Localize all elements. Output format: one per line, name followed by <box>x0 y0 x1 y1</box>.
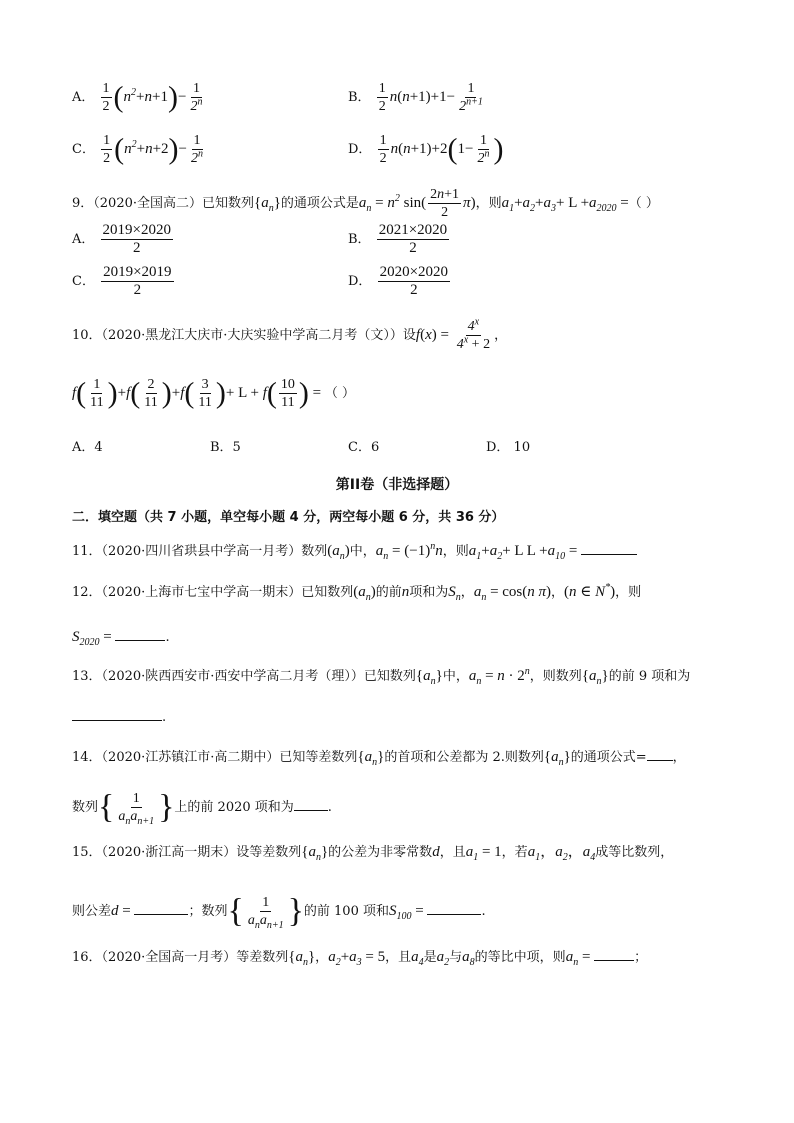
q9-text: ，则 <box>475 195 502 211</box>
q14-seq: $\{a_n\}$ <box>357 749 385 768</box>
q10-option-a: A．4 <box>72 440 103 455</box>
q16-a4: $a_4$ <box>411 949 424 968</box>
q13-formula: $a_n = n \cdot 2^n$ <box>468 666 530 687</box>
q16-text: 与 <box>449 950 463 965</box>
q8-option-b-formula: $\frac{1}{2}$ n(n+1)+1− $\frac{1}{2^{n+1}}$ <box>378 81 483 114</box>
option-label: B． <box>348 89 371 105</box>
q8-option-c-formula: $\frac{1}{2}$ $(n^2+n+2)-$ $\frac{1}{2^n}$ <box>103 132 203 166</box>
q14-seq2: $\{a_n\}$ <box>543 749 571 768</box>
q11-text: ，则 <box>442 544 469 559</box>
q16-text: ， <box>315 950 329 965</box>
q9-text: 的通项公式是 <box>280 195 359 211</box>
q10-option-d: D． 10 <box>486 440 531 455</box>
q15-text: 成等比数列， <box>595 845 674 860</box>
q9-seq: $\{a_n\}$ <box>254 194 281 214</box>
q10-function: f(x) = $\frac{4^x}{4^x + 2}$ <box>415 316 491 352</box>
q16-text: ，且 <box>385 950 412 965</box>
q14: 14．（2020·江苏镇江市·高二期中）已知等差数列$\{a_n\}$的首项和公差都为 2.则数列$\{a_n\}$的通项公式= ， <box>72 746 686 768</box>
q9-text: 9．（2020·全国高二）已知数列 <box>72 195 254 211</box>
q14-recip-seq: { $\frac{1}{a_na_{n+1}}$ } <box>98 788 175 827</box>
q12-n: n <box>401 584 410 600</box>
part2-title: 第II卷（非选择题） <box>335 477 459 493</box>
q11 <box>72 540 637 562</box>
q16-seq: $\{a_n\}$ <box>288 949 316 968</box>
option-label: D． <box>348 274 372 289</box>
q10-paren: （ ） <box>324 385 355 401</box>
q16-a8: $a_8$ <box>462 949 475 968</box>
frac-den: 2 <box>410 282 418 298</box>
frac-num: 2021×2020 <box>378 222 448 238</box>
q10-text: 10．（2020·黑龙江大庆市·大庆实验中学高二月考（文））设 <box>72 327 416 343</box>
q13-answer-blank[interactable] <box>72 706 162 721</box>
q9-d-frac <box>378 264 450 299</box>
q16-text: 是 <box>423 950 437 965</box>
q16-a2: $a_2$ <box>436 949 450 968</box>
q14-text: 上的前 2020 项和为 <box>174 799 294 815</box>
option-label: C． <box>72 274 95 289</box>
q10-text: ， <box>494 327 508 343</box>
q12-text: ， <box>551 585 565 600</box>
q13-text: 的前 9 项和为 <box>608 669 691 684</box>
q14-answer-blank-2[interactable] <box>294 796 328 811</box>
q15-answer-blank-2[interactable] <box>427 900 481 915</box>
q16-answer-blank[interactable] <box>594 946 634 961</box>
q13-text: 13．（2020·陕西西安市·西安中学高二月考（理））已知数列 <box>72 669 416 684</box>
q15 <box>72 842 673 863</box>
q8-option-a <box>72 80 206 115</box>
q15-terms: $a_1$，$a_2$，$a_4$ <box>527 844 596 863</box>
q15-answer-blank-1[interactable] <box>134 900 188 915</box>
q12 <box>72 582 641 603</box>
q12-seq: $(a_n)$ <box>353 584 376 603</box>
option-label: C． <box>72 141 95 157</box>
q16-an: $a_n$ = <box>565 949 595 968</box>
q15-d2: d = <box>111 902 135 919</box>
q15-text: 15．（2020·浙江高一期末）设等差数列 <box>72 845 302 860</box>
q11-answer-blank[interactable] <box>581 540 637 555</box>
q15-line2: 则公差d = ；数列{ $\frac{1}{a_na_{n+1}}$ }的前 100 项和$S_{100}$ = . <box>72 892 486 931</box>
q15-text: 的公差为非零常数 <box>328 845 433 860</box>
q10-sum-formula: f( $\frac{1}{11}$ )+f( $\frac{2}{11}$ )+f( $\frac{3}{11}$ )+ L + f( $\frac{10}{11}$ ) = <box>72 376 325 410</box>
option-label: A． <box>72 232 95 247</box>
q15-seq: $\{a_n\}$ <box>301 844 329 863</box>
q11-text: 中， <box>349 544 376 559</box>
frac-den: 2 <box>409 240 417 256</box>
q12-domain: (n ∈ N*) <box>564 582 616 600</box>
q8-option-b <box>348 80 487 115</box>
q13-seq: $\{a_n\}$ <box>415 668 443 687</box>
q12-answer-blank[interactable] <box>115 626 165 641</box>
frac-den: 2 <box>133 240 141 256</box>
q13-line2: . <box>72 706 166 728</box>
q11-text: 11．（2020·四川省珙县中学高一月考）数列 <box>72 544 328 559</box>
q15-text: ；数列 <box>188 903 228 919</box>
q8-option-c <box>72 132 207 167</box>
q14-text: 的通项公式= <box>570 750 647 765</box>
q9-a-frac <box>101 222 173 257</box>
q15-text: 的前 100 项和 <box>303 903 389 919</box>
q10-option-c: C．6 <box>348 440 380 455</box>
q11-formula: $a_n = (-1)^nn$ <box>375 541 443 562</box>
q12-formula: $a_n = \cos(n$ π) <box>473 584 552 603</box>
q8-option-a-formula: $\frac{1}{2}$ $(n^2+n+1)-$ $\frac{1}{2^n}$ <box>102 80 203 114</box>
q9-option-b <box>348 222 451 257</box>
q15-text: ，若 <box>501 845 528 860</box>
frac-num: 2019×2019 <box>103 264 172 280</box>
q16-text: 的等比中项，则 <box>474 950 566 965</box>
q15-text: ，且 <box>439 845 466 860</box>
frac-num: 2019×2020 <box>102 222 171 238</box>
frac-num: 2020×2020 <box>379 264 449 280</box>
q8-option-d <box>348 132 503 167</box>
q14-text: 的首项和公差都为 2.则数列 <box>384 750 544 765</box>
q12-Sn: $S_n$ <box>448 584 461 603</box>
q10-option-b: B．5 <box>210 440 241 455</box>
option-label: A． <box>72 89 95 105</box>
q8-option-d-formula: $\frac{1}{2}$ n(n+1)+2(1− $\frac{1}{2^n}$ ) <box>379 132 504 166</box>
q16-eq: $a_2+a_3 = 5$ <box>328 949 386 968</box>
q15-recip-seq: { $\frac{1}{a_na_{n+1}}$ } <box>227 892 304 931</box>
q9-paren: （ ） <box>628 195 659 211</box>
q9-option-a <box>72 222 175 257</box>
q13-seq2: $\{a_n\}$ <box>581 668 609 687</box>
q12-S2020: $S_{2020}$ = <box>72 629 116 648</box>
q16-text: 16．（2020·全国高一月考）等差数列 <box>72 950 289 965</box>
q14-text: 14．（2020·江苏镇江市·高二期中）已知等差数列 <box>72 750 358 765</box>
q15-d: d <box>432 844 440 860</box>
q13-text: 中， <box>442 669 469 684</box>
q9-formula: $a_n = n^2$ sin( $\frac{2n+1}{2}$ π) <box>358 187 476 220</box>
q15-a1: $a_1 = 1$ <box>465 844 502 863</box>
q9-option-d <box>348 264 452 299</box>
q14-line2: 数列{ $\frac{1}{a_na_{n+1}}$ }上的前 2020 项和为 . <box>72 788 332 827</box>
q12-text: 的前 <box>375 585 402 600</box>
section2-title: 二．填空题（共 7 小题，单空每小题 4 分，两空每小题 6 分，共 36 分） <box>72 510 505 525</box>
q16-text: ； <box>634 950 648 965</box>
q12-text: 12．（2020·上海市七宝中学高一期末）已知数列 <box>72 585 354 600</box>
q12-text: 项和为 <box>409 585 449 600</box>
q12-text: ，则 <box>615 585 642 600</box>
q12-text: ， <box>460 585 474 600</box>
q9-sum: $a_1+a_2+a_3+ L +a_{2020}$ = <box>501 194 629 214</box>
q15-text: 则公差 <box>72 903 112 919</box>
frac-den: 2 <box>133 282 142 298</box>
q11-seq: $(a_n)$ <box>327 543 350 562</box>
q11-sum: $a_1+a_2+ L$ $L +a_{10}$ = <box>468 543 582 562</box>
q9-stem <box>72 186 659 221</box>
q10-stem <box>72 318 507 353</box>
q13-text: ，则数列 <box>529 669 582 684</box>
q13 <box>72 666 690 687</box>
q10-sum-line <box>72 376 355 411</box>
option-label: B． <box>348 232 371 247</box>
q9-option-c <box>72 264 176 299</box>
q14-text: 数列 <box>72 799 99 815</box>
q9-c-frac <box>101 264 173 299</box>
q12-line2: $S_{2020}$ = . <box>72 626 170 648</box>
option-label: D． <box>348 141 372 157</box>
q15-S100: $S_{100}$ = <box>388 902 428 922</box>
q16 <box>72 946 647 968</box>
q9-b-frac <box>377 222 449 257</box>
q14-answer-blank-1[interactable] <box>647 746 673 761</box>
